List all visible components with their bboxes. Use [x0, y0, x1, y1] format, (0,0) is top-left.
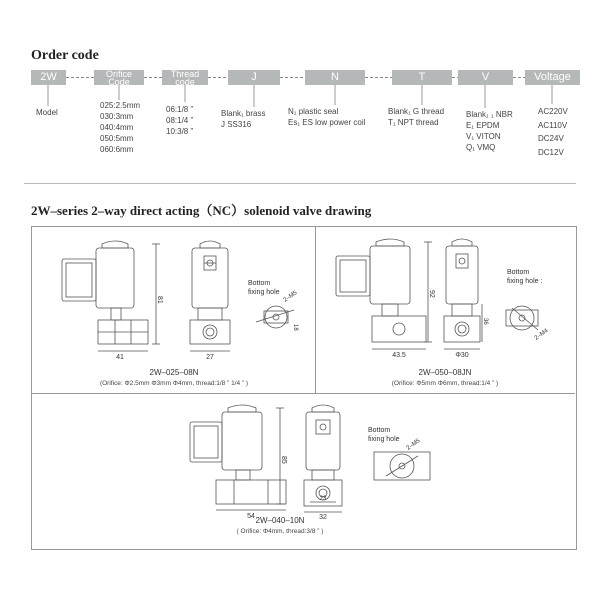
orifice-option: 025:2.5mm	[100, 101, 141, 110]
screw-label: 2–M5	[282, 290, 299, 304]
seal-material-option: Q₁ VMQ	[466, 143, 496, 152]
voltage-option: AC220V	[538, 107, 568, 116]
dim-width-label: 41	[116, 354, 124, 361]
seal-material-options	[466, 109, 513, 153]
orifice-option: 040:4mm	[100, 123, 134, 132]
panel-3-model: 2W–040–10N	[255, 516, 305, 525]
seal-option: N₁ plastic seal	[288, 107, 339, 116]
bottom-hole-line-1: Bottom	[507, 269, 530, 276]
screw-label: 2–M5	[405, 438, 422, 452]
dim-width2-label: 27	[206, 354, 214, 361]
order-code-connectors	[0, 0, 600, 120]
voltage-option: DC24V	[538, 134, 564, 143]
valve-drawing-panel-2	[316, 232, 574, 367]
thread-type-option: T₁ NPT thread	[388, 118, 439, 127]
dim-height-label: 85	[280, 456, 287, 464]
seal-material-option: V₁ VITON	[466, 132, 501, 141]
dim-width2-label: Φ30	[455, 352, 469, 359]
bottom-hole-note-2	[507, 268, 542, 286]
thread-type-option: Blank₁ G thread	[388, 107, 445, 116]
body-option: Blank₁ brass	[221, 109, 266, 118]
orifice-option: 050:5mm	[100, 134, 134, 143]
screw-label: 2–M4	[533, 328, 550, 342]
bottom-hole-line-1: Bottom	[248, 280, 271, 287]
valve-drawing-panel-3	[180, 398, 440, 522]
code-box-voltage: Voltage	[525, 70, 580, 85]
panel-2-orifice: (Orifice: Φ5mm Φ6mm, thread:1/4 ” )	[391, 380, 499, 387]
seal-material-option: Blank₁ ₁ NBR	[466, 110, 513, 119]
dim-width-label: 54	[247, 513, 255, 520]
bottom-hole-line-2: fixing hole	[248, 289, 280, 296]
code-box-thread-type: T	[392, 70, 452, 85]
dim-hole-label: 18	[292, 324, 298, 331]
panel-2-model: 2W–050–08JN	[418, 368, 472, 377]
panel-3-orifice: ( Orifice: Φ4mm, thread:3/8 ” )	[236, 528, 324, 535]
dim-height-label: 92	[428, 290, 435, 298]
seal-material-option: E₁ EPDM	[466, 121, 500, 130]
thread-option: 10:3/8 ”	[166, 127, 194, 136]
voltage-option: AC110V	[538, 120, 568, 130]
section-divider	[24, 183, 576, 184]
dim-width3-label: 23	[319, 496, 327, 502]
code-box-model: 2W	[31, 70, 66, 85]
model-label: Model	[36, 108, 58, 117]
valve-drawing-panel-1	[32, 232, 316, 367]
dim-width-label: 43.5	[392, 352, 406, 359]
bottom-hole-line-2: fixing hole	[368, 436, 400, 443]
thread-label-1: Thread	[170, 69, 200, 79]
seal-options	[288, 106, 365, 128]
voltage-option: DC12V	[538, 147, 564, 157]
dim-height-label: 81	[156, 296, 163, 304]
bottom-hole-line-1: Bottom	[368, 427, 391, 434]
bottom-hole-note-1	[248, 279, 280, 297]
voltage-options	[538, 105, 568, 159]
orifice-option: 030:3mm	[100, 112, 134, 121]
body-option: J SS316	[221, 120, 252, 129]
drawing-section-title: 2W–series 2–way direct acting（NC）solenoid valve drawing	[31, 203, 372, 218]
bottom-hole-note-3	[368, 426, 400, 444]
thread-label-2: code	[175, 77, 195, 87]
bottom-hole-line-2: fixing hole :	[507, 278, 543, 285]
thread-option: 06:1/8 ”	[166, 105, 194, 114]
body-options	[221, 108, 266, 130]
order-code-title: Order code	[31, 48, 99, 63]
panel-1-orifice: (Orifice: Φ2.5mm Φ3mm Φ4mm, thread:1/8 ” 1/4 ” )	[99, 380, 249, 387]
orifice-label-2: Code	[108, 77, 130, 87]
code-box-seal-material: V	[458, 70, 513, 85]
orifice-label-1: Orifice	[105, 69, 132, 79]
thread-options	[166, 104, 193, 137]
orifice-option: 060:6mm	[100, 145, 134, 154]
orifice-options	[100, 100, 140, 155]
code-box-seal: N	[305, 70, 365, 85]
thread-option: 08:1/4 ”	[166, 116, 194, 125]
thread-type-options	[388, 106, 444, 128]
dim-width2-label: 32	[319, 514, 327, 521]
seal-option: Es₁ ES low power coil	[288, 118, 366, 127]
panel-1-model: 2W–025–08N	[149, 368, 199, 377]
dim-hole-label: 36	[482, 318, 488, 325]
frame-divider-horizontal	[31, 393, 575, 394]
code-box-body: J	[228, 70, 280, 85]
